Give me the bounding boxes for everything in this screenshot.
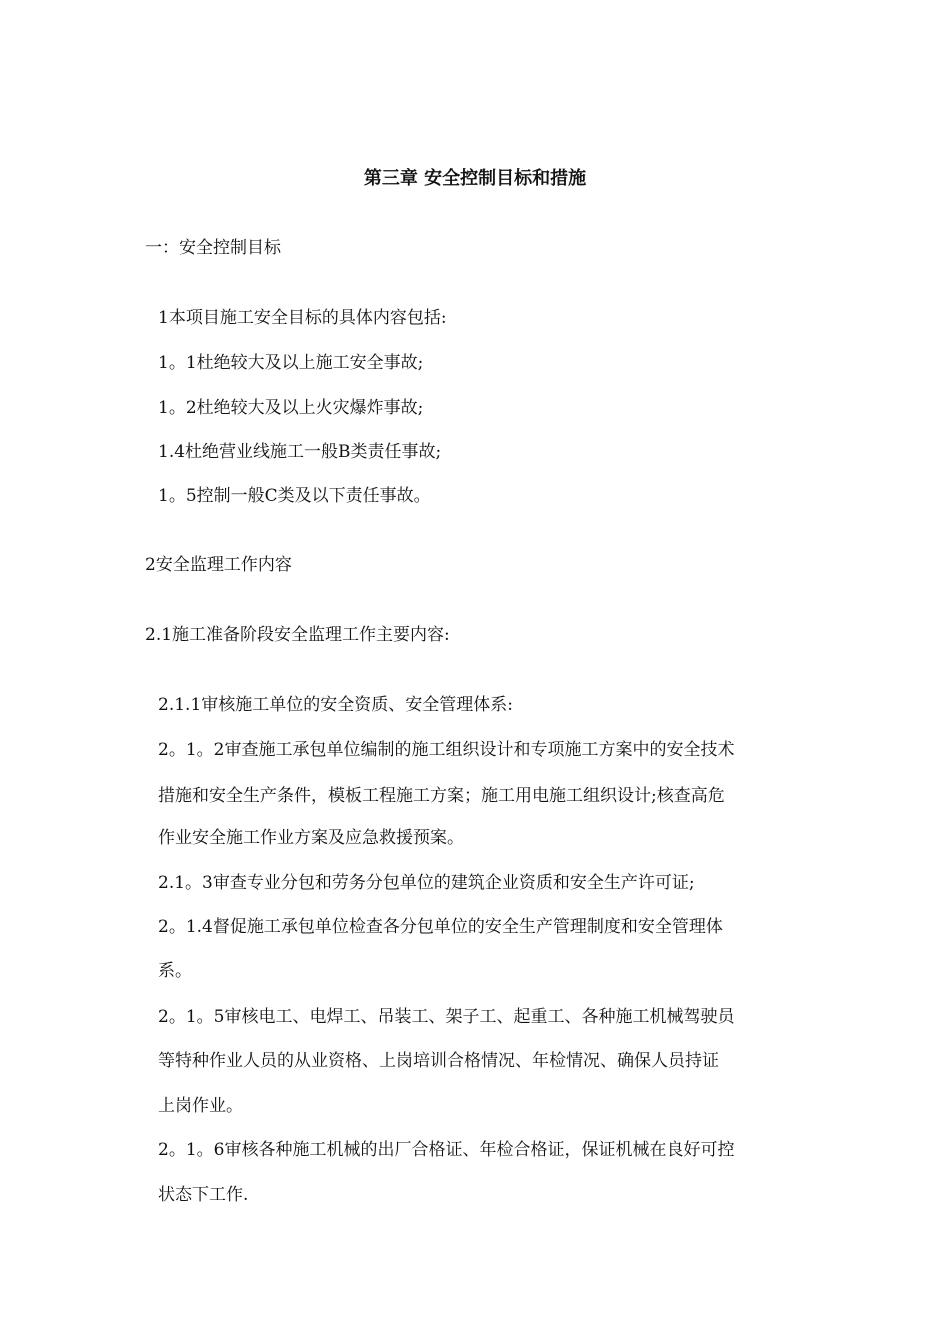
section-heading-supervision: 2安全监理工作内容 (145, 555, 292, 575)
item-2-1-2-line: 2。1。2审查施工承包单位编制的施工组织设计和专项施工方案中的安全技术 (158, 740, 735, 760)
goal-item: 1.4杜绝营业线施工一般B类责任事故; (158, 442, 442, 462)
item-2-1-2-line: 作业安全施工作业方案及应急救援预案。 (158, 828, 464, 848)
item-2-1-4-line: 系。 (158, 961, 192, 981)
item-2-1-3: 2.1。3审查专业分包和劳务分包单位的建筑企业资质和安全生产许可证; (158, 873, 695, 893)
goal-item: 1。1杜绝较大及以上施工安全事故; (158, 353, 424, 373)
goal-intro: 1本项目施工安全目标的具体内容包括: (158, 308, 447, 328)
item-2-1-5-line: 等特种作业人员的从业资格、上岗培训合格情况、年检情况、确保人员持证 (158, 1051, 719, 1071)
item-2-1-1: 2.1.1审核施工单位的安全资质、安全管理体系: (158, 695, 513, 715)
item-2-1-6-line: 2。1。6审核各种施工机械的出厂合格证、年检合格证，保证机械在良好可控 (158, 1140, 735, 1160)
item-2-1-5-line: 2。1。5审核电工、电焊工、吊装工、架子工、起重工、各种施工机械驾驶员 (158, 1007, 735, 1027)
chapter-title: 第三章 安全控制目标和措施 (363, 168, 587, 189)
item-2-1-2-line: 措施和安全生产条件，模板工程施工方案；施工用电施工组织设计;核查高危 (158, 786, 725, 806)
goal-item: 1。5控制一般C类及以下责任事故。 (158, 486, 431, 506)
item-2-1-4-line: 2。1.4督促施工承包单位检查各分包单位的安全生产管理制度和安全管理体 (158, 917, 723, 937)
item-2-1-6-line: 状态下工作. (158, 1185, 249, 1205)
section-heading-safety-goals: 一：安全控制目标 (145, 238, 281, 258)
item-2-1-5-line: 上岗作业。 (158, 1096, 243, 1116)
goal-item: 1。2杜绝较大及以上火灾爆炸事故; (158, 398, 424, 418)
subsection-heading-preparation: 2.1施工准备阶段安全监理工作主要内容: (145, 625, 450, 645)
